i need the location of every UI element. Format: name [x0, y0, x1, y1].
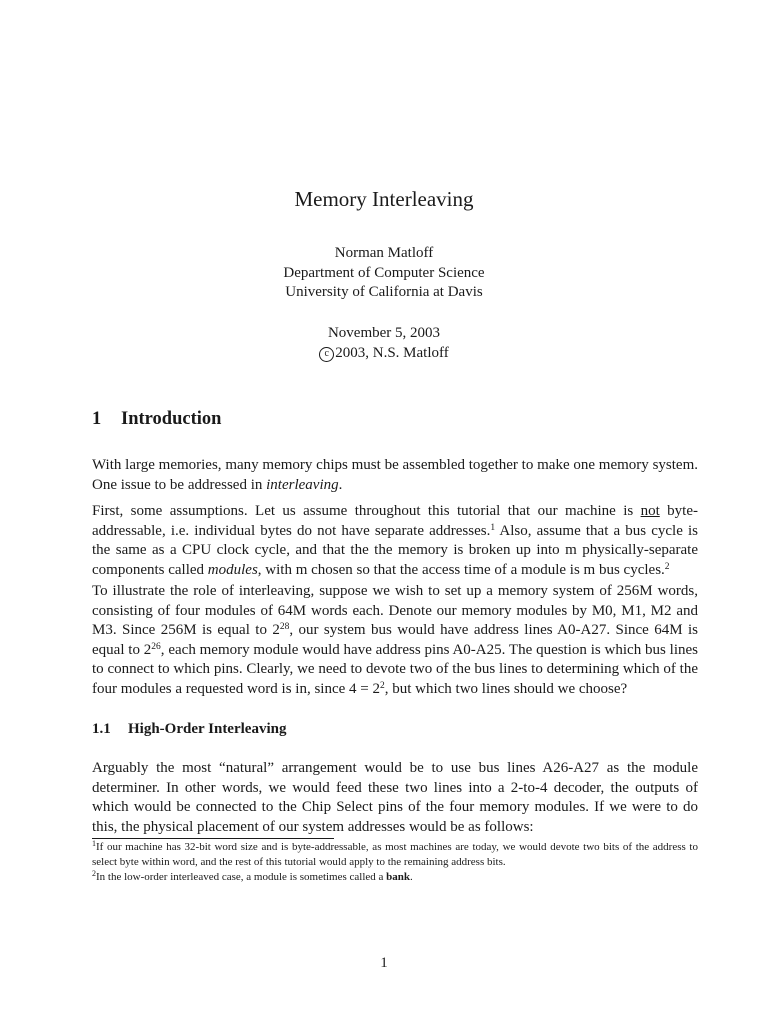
text-run: byte-addressable, i.e. individual bytes do not have separate addresses. — [92, 503, 698, 539]
author-name: Norman Matloff — [334, 245, 434, 261]
subsection-title: High-Order Interleaving — [128, 721, 287, 737]
text-run: With large memories, many memory chips must be assembled together to make one memory system. One issue to be addressed in — [92, 457, 698, 493]
copyright-text: 2003, N.S. Matloff — [335, 344, 449, 361]
section-title: Introduction — [121, 409, 222, 429]
paper-date: November 5, 2003 — [327, 325, 441, 341]
footnote-ref-1[interactable]: 1 — [490, 522, 496, 533]
text-run: . — [338, 476, 343, 493]
author-block — [0, 244, 768, 303]
page-number: 1 — [380, 955, 388, 971]
term-interleaving: interleaving — [266, 476, 339, 493]
text-run: To illustrate the role of interleaving, suppose we wish to set up a memory system of 256M words, consisting of four modules of 64M words each. Denote our memory modules by M0, M1, M2 and M3. Since 256M is equal to 2 — [92, 583, 698, 638]
underlined-not: not — [640, 503, 660, 519]
text-run: First, some assumptions. Let us assume throughout this tutorial that our machine is — [92, 503, 641, 519]
footnote-2-text: In the low-order interleaved case, a module is sometimes called a — [96, 871, 387, 883]
text-run: Also, assume that a bus cycle is the same as a CPU clock cycle, and that the the memory is broken up into m physically-separate components called — [92, 522, 698, 578]
exponent-28: 28 — [279, 622, 290, 632]
text-run: , our system bus would have address lines A0-A27. Since 64M is equal to 2 — [92, 622, 698, 658]
text-run: , but which two lines should we choose? — [384, 680, 628, 697]
footnote-2-end: . — [410, 871, 413, 883]
copyright-line — [0, 344, 768, 364]
exponent-26: 26 — [151, 641, 161, 652]
paragraph-illustration — [92, 582, 698, 699]
author-department: Department of Computer Science — [283, 264, 485, 281]
footnote-divider — [92, 838, 334, 839]
term-bank: bank — [386, 871, 411, 883]
footnote-ref-2[interactable]: 2 — [664, 561, 670, 572]
paragraph-high-order: Arguably the most “natural” arrangement would be to use bus lines A26-A27 as the module determiner. In other words, we would feed these two lines into a 2-to-4 decoder, the outputs of which would be connected to the Chip Select pins of the four memory modules. If we were to do this, the physical placement of our system addresses would be as follows: — [92, 760, 698, 835]
copyright-icon: c — [319, 347, 334, 362]
footnote-2 — [92, 870, 698, 885]
date-block — [0, 324, 768, 363]
exponent-2: 2 — [379, 680, 385, 691]
term-modules: modules — [207, 561, 258, 578]
text-run: , with m chosen so that the access time of a module is m bus cycles. — [257, 561, 665, 578]
text-run: , each memory module would have address pins A0-A25. The question is which bus lines to connect to which pins. Clearly, we need to devote two of the bus lines to determining which of the four modules a requested word is in, since 4 = 2 — [92, 641, 698, 697]
footnote-1-text: If our machine has 32-bit word size and is byte-addressable, as most machines are today, we would devote two bits of the address to select byte within word, and the rest of this tutorial would apply to the remaining address bits. — [92, 841, 698, 868]
footnote-mark-1: 1 — [92, 839, 96, 848]
paper-title: Memory Interleaving — [294, 187, 474, 211]
subsection-heading-high-order — [92, 721, 286, 738]
subsection-number: 1.1 — [92, 721, 111, 737]
footnote-mark-2: 2 — [92, 869, 96, 878]
section-number: 1 — [92, 409, 102, 429]
paragraph-assumptions — [92, 502, 698, 580]
author-university: University of California at Davis — [285, 284, 483, 300]
paragraph-intro — [92, 456, 698, 495]
footnote-1 — [92, 840, 698, 869]
section-heading-introduction — [92, 409, 221, 430]
